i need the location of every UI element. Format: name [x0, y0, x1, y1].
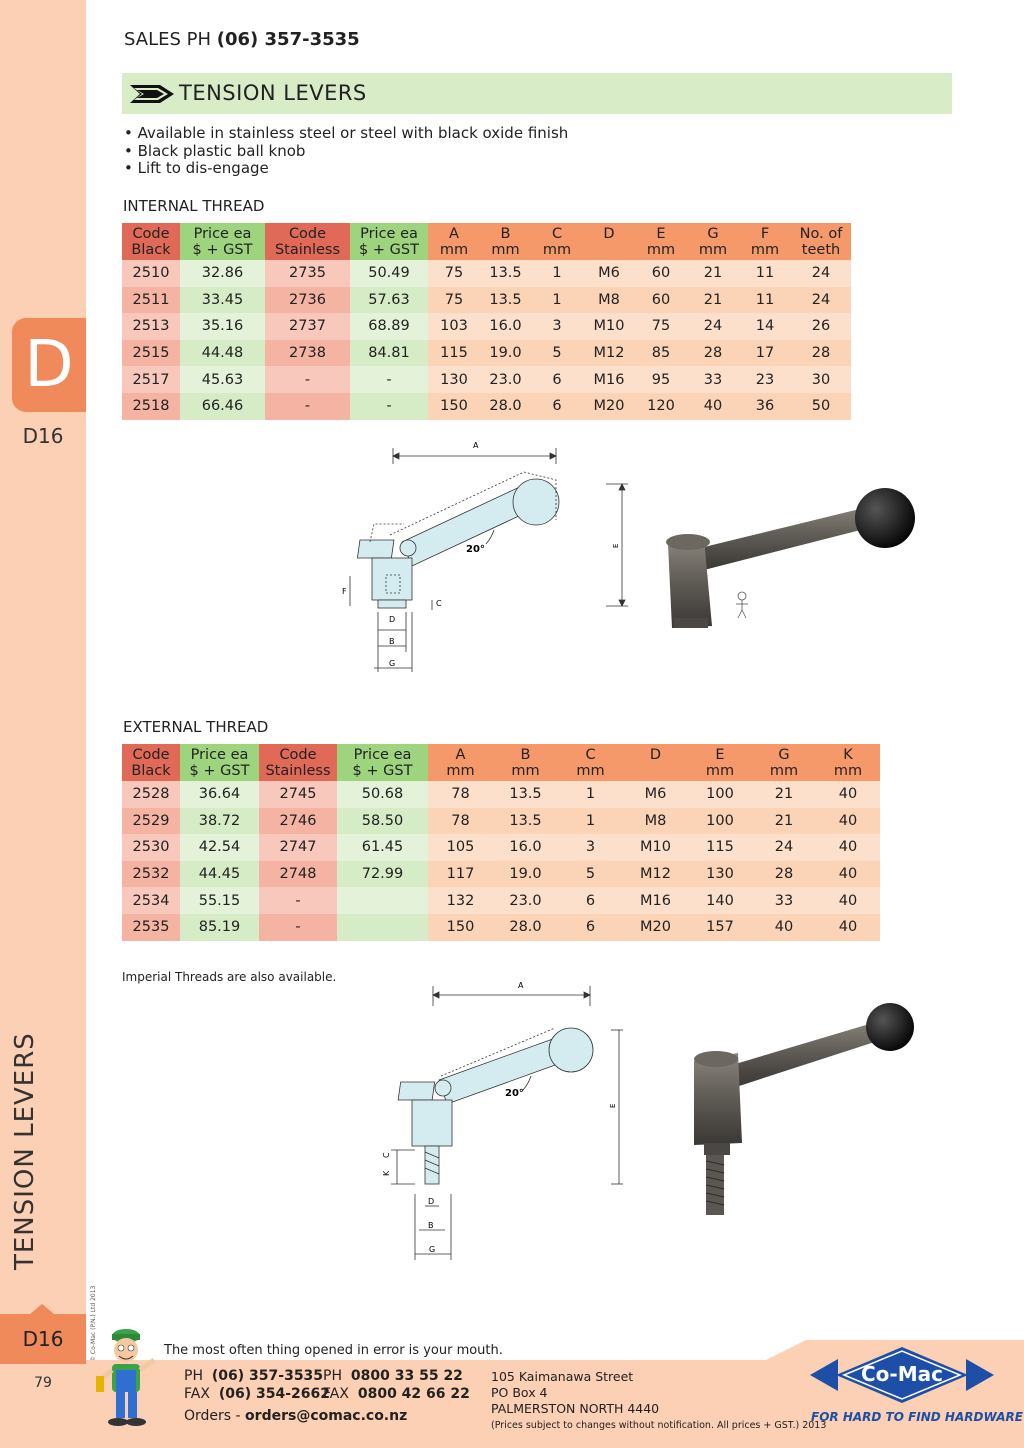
- list-item: • Available in stainless steel or steel with black oxide finish: [124, 125, 568, 143]
- table-cell: 2748: [259, 861, 337, 888]
- table-cell: 117: [428, 861, 493, 888]
- table-cell: 40: [752, 914, 816, 941]
- table-cell: 2530: [122, 834, 180, 861]
- table-cell: 1: [558, 781, 623, 808]
- fax-label: FAX: [323, 1386, 349, 1402]
- table-cell: 23: [739, 366, 791, 393]
- table-cell: 2535: [122, 914, 180, 941]
- table-cell: M10: [583, 313, 635, 340]
- table-cell: 150: [428, 393, 480, 420]
- table-row: [122, 808, 880, 835]
- table-cell: 19.0: [493, 861, 558, 888]
- table-cell: M10: [623, 834, 688, 861]
- table-cell: 2746: [259, 808, 337, 835]
- table-cell: 103: [428, 313, 480, 340]
- dimension-label: E: [612, 543, 620, 548]
- table-cell: 130: [688, 861, 752, 888]
- table-cell: 44.48: [180, 340, 265, 367]
- table-cell: M20: [583, 393, 635, 420]
- table-cell: M16: [583, 366, 635, 393]
- table-header-row: [122, 744, 880, 781]
- table-cell: 2510: [122, 260, 180, 287]
- table-cell: 13.5: [480, 260, 531, 287]
- page-code: D16: [22, 424, 64, 448]
- table-cell: 105: [428, 834, 493, 861]
- table-cell: 24: [687, 313, 739, 340]
- comac-logo: [810, 1345, 994, 1407]
- table-cell: M6: [623, 781, 688, 808]
- freephone-line: [323, 1368, 463, 1384]
- table-cell: 75: [428, 287, 480, 314]
- page-title: TENSION LEVERS: [179, 81, 367, 105]
- freefax-line: [323, 1386, 470, 1402]
- table-cell: 78: [428, 781, 493, 808]
- table-cell: 32.86: [180, 260, 265, 287]
- table-cell: 2737: [265, 313, 350, 340]
- column-header: Code Black: [122, 223, 180, 260]
- freephone-number: 0800 33 55 22: [350, 1368, 463, 1384]
- column-header: Code Stainless: [265, 223, 350, 260]
- imperial-note: Imperial Threads are also available.: [122, 970, 337, 984]
- table-cell: 120: [635, 393, 687, 420]
- table-cell: 115: [688, 834, 752, 861]
- dimension-label: D: [428, 1197, 435, 1206]
- table-cell: 42.54: [180, 834, 259, 861]
- table-cell: 130: [428, 366, 480, 393]
- table-cell: -: [265, 393, 350, 420]
- table-cell: M6: [583, 260, 635, 287]
- table-cell: M12: [583, 340, 635, 367]
- table-cell: 2532: [122, 861, 180, 888]
- table-cell: 95: [635, 366, 687, 393]
- table-cell: 2511: [122, 287, 180, 314]
- column-header: E mm: [688, 744, 752, 781]
- table-cell: 6: [558, 887, 623, 914]
- table-cell: 1: [558, 808, 623, 835]
- table-cell: 85.19: [180, 914, 259, 941]
- table-cell: 19.0: [480, 340, 531, 367]
- table-cell: 28.0: [480, 393, 531, 420]
- table-cell: 84.81: [350, 340, 428, 367]
- table-cell: 38.72: [180, 808, 259, 835]
- column-header: B mm: [480, 223, 531, 260]
- table-cell: 2736: [265, 287, 350, 314]
- feature-list: [124, 125, 568, 178]
- column-header: No. of teeth: [791, 223, 851, 260]
- table-cell: M8: [623, 808, 688, 835]
- phone-label: PH: [323, 1368, 342, 1384]
- table-cell: 24: [791, 287, 851, 314]
- angle-label: 20°: [466, 544, 485, 555]
- table-row: [122, 834, 880, 861]
- freefax-number: 0800 42 66 22: [357, 1386, 470, 1402]
- column-header: G mm: [752, 744, 816, 781]
- table-cell: 2534: [122, 887, 180, 914]
- page-code-tab: D16: [0, 1314, 86, 1364]
- table-cell: 40: [687, 393, 739, 420]
- table-cell: 5: [531, 340, 583, 367]
- table-cell: 6: [531, 393, 583, 420]
- table-cell: 57.63: [350, 287, 428, 314]
- table-cell: 40: [816, 808, 880, 835]
- table-cell: 157: [688, 914, 752, 941]
- table-row: [122, 287, 851, 314]
- fax-number: (06) 354-2662: [218, 1386, 330, 1402]
- column-header: D: [583, 223, 635, 260]
- table-cell: 72.99: [337, 861, 428, 888]
- column-header: Code Stainless: [259, 744, 337, 781]
- section-tab: D: [12, 318, 86, 412]
- table-cell: 23.0: [493, 887, 558, 914]
- table-cell: 68.89: [350, 313, 428, 340]
- dimension-label: A: [473, 441, 479, 450]
- dimension-label: F: [342, 587, 347, 596]
- column-header: Price ea $ + GST: [180, 223, 265, 260]
- orders-line: [184, 1408, 407, 1424]
- column-header: Code Black: [122, 744, 180, 781]
- table-row: [122, 781, 880, 808]
- table-cell: 66.46: [180, 393, 265, 420]
- table-cell: 17: [739, 340, 791, 367]
- address: [491, 1369, 659, 1417]
- table-cell: 21: [752, 781, 816, 808]
- table-cell: 2747: [259, 834, 337, 861]
- internal-lever-photo: [600, 478, 920, 628]
- phone-line: [184, 1368, 323, 1384]
- table-cell: 75: [428, 260, 480, 287]
- table-cell: 2735: [265, 260, 350, 287]
- table-cell: 13.5: [493, 808, 558, 835]
- table-cell: -: [350, 393, 428, 420]
- table-cell: M20: [623, 914, 688, 941]
- table-cell: 61.45: [337, 834, 428, 861]
- list-item: • Black plastic ball knob: [124, 143, 568, 161]
- table-cell: 100: [688, 808, 752, 835]
- table-cell: 2745: [259, 781, 337, 808]
- sales-phone: (06) 357-3535: [216, 29, 360, 50]
- address-line: PALMERSTON NORTH 4440: [491, 1401, 660, 1416]
- table-cell: -: [259, 887, 337, 914]
- list-item: • Lift to dis-engage: [124, 160, 568, 178]
- table-row: [122, 887, 880, 914]
- table-cell: 33: [687, 366, 739, 393]
- table-cell: 6: [558, 914, 623, 941]
- table-cell: 2515: [122, 340, 180, 367]
- table-cell: 11: [739, 287, 791, 314]
- column-header: A mm: [428, 223, 480, 260]
- dimension-label: E: [609, 1103, 617, 1108]
- table-cell: 2529: [122, 808, 180, 835]
- column-header: K mm: [816, 744, 880, 781]
- table-cell: 132: [428, 887, 493, 914]
- table-cell: 5: [558, 861, 623, 888]
- external-thread-drawing: [375, 980, 625, 1265]
- table-cell: 2738: [265, 340, 350, 367]
- table-cell: 36.64: [180, 781, 259, 808]
- table-cell: 21: [752, 808, 816, 835]
- external-thread-table: [122, 744, 880, 941]
- table-cell: 28: [687, 340, 739, 367]
- dimension-label: B: [428, 1221, 434, 1230]
- column-header: Price ea $ + GST: [350, 223, 428, 260]
- title-banner: [122, 73, 952, 114]
- table-row: [122, 393, 851, 420]
- table-cell: 115: [428, 340, 480, 367]
- price-note: (Prices subject to changes without notification. All prices + GST.) 2013: [491, 1420, 827, 1431]
- table-cell: 30: [791, 366, 851, 393]
- dimension-label: G: [389, 659, 396, 668]
- table-cell: 40: [816, 914, 880, 941]
- table-cell: 40: [816, 861, 880, 888]
- table-cell: 24: [791, 260, 851, 287]
- table-cell: 75: [635, 313, 687, 340]
- dimension-label: B: [389, 637, 395, 646]
- table-cell: 28: [791, 340, 851, 367]
- orders-label: Orders -: [184, 1408, 241, 1424]
- table-cell: M16: [623, 887, 688, 914]
- column-header: F mm: [739, 223, 791, 260]
- table-cell: 21: [687, 260, 739, 287]
- table-cell: -: [350, 366, 428, 393]
- table-cell: 1: [531, 287, 583, 314]
- dimension-label: A: [518, 981, 524, 990]
- table-cell: 50.68: [337, 781, 428, 808]
- table-cell: 44.45: [180, 861, 259, 888]
- table-cell: 14: [739, 313, 791, 340]
- table-cell: 33.45: [180, 287, 265, 314]
- internal-thread-heading: INTERNAL THREAD: [123, 197, 265, 215]
- table-cell: 2513: [122, 313, 180, 340]
- phone-number: (06) 357-3535: [211, 1368, 324, 1384]
- column-header: Price ea $ + GST: [180, 744, 259, 781]
- external-thread-heading: EXTERNAL THREAD: [123, 718, 269, 736]
- table-cell: 26: [791, 313, 851, 340]
- fax-line: [184, 1386, 330, 1402]
- table-cell: 40: [816, 887, 880, 914]
- page-number: 79: [34, 1375, 52, 1391]
- table-cell: 35.16: [180, 313, 265, 340]
- table-cell: 13.5: [493, 781, 558, 808]
- table-cell: 150: [428, 914, 493, 941]
- table-cell: 50: [791, 393, 851, 420]
- table-cell: 2518: [122, 393, 180, 420]
- table-cell: 13.5: [480, 287, 531, 314]
- table-cell: [337, 887, 428, 914]
- logo-text: Co-Mac: [861, 1362, 943, 1386]
- fax-label: FAX: [184, 1386, 210, 1402]
- table-cell: 36: [739, 393, 791, 420]
- table-cell: 33: [752, 887, 816, 914]
- mascot-illustration: [92, 1326, 162, 1428]
- table-cell: 28: [752, 861, 816, 888]
- table-cell: 40: [816, 834, 880, 861]
- table-cell: M12: [623, 861, 688, 888]
- table-cell: 2517: [122, 366, 180, 393]
- address-line: PO Box 4: [491, 1385, 548, 1400]
- table-cell: 11: [739, 260, 791, 287]
- table-cell: 23.0: [480, 366, 531, 393]
- table-cell: M8: [583, 287, 635, 314]
- table-cell: 2528: [122, 781, 180, 808]
- column-header: D: [623, 744, 688, 781]
- table-cell: 55.15: [180, 887, 259, 914]
- table-cell: 45.63: [180, 366, 265, 393]
- table-row: [122, 260, 851, 287]
- table-cell: 50.49: [350, 260, 428, 287]
- table-cell: 85: [635, 340, 687, 367]
- table-cell: 1: [531, 260, 583, 287]
- column-header: A mm: [428, 744, 493, 781]
- table-cell: 78: [428, 808, 493, 835]
- column-header: G mm: [687, 223, 739, 260]
- vertical-section-title: TENSION LEVERS: [10, 1032, 40, 1270]
- phone-label: PH: [184, 1368, 203, 1384]
- table-cell: 16.0: [480, 313, 531, 340]
- internal-thread-drawing: [336, 440, 566, 680]
- table-cell: 3: [558, 834, 623, 861]
- table-cell: 140: [688, 887, 752, 914]
- tagline: FOR HARD TO FIND HARDWARE: [811, 1410, 1023, 1424]
- column-header: C mm: [558, 744, 623, 781]
- table-row: [122, 313, 851, 340]
- copyright: © Co-Mac (P.N.) Ltd 2013: [90, 1285, 97, 1362]
- table-row: [122, 340, 851, 367]
- external-lever-photo: [680, 995, 920, 1220]
- dimension-label: K: [382, 1170, 391, 1176]
- dimension-label: D: [389, 615, 396, 624]
- column-header: B mm: [493, 744, 558, 781]
- table-cell: 6: [531, 366, 583, 393]
- column-header: C mm: [531, 223, 583, 260]
- table-cell: 58.50: [337, 808, 428, 835]
- table-cell: [337, 914, 428, 941]
- internal-thread-table: [122, 223, 851, 420]
- dimension-label: C: [436, 599, 442, 608]
- table-row: [122, 861, 880, 888]
- table-row: [122, 914, 880, 941]
- orders-email-link[interactable]: orders@comac.co.nz: [245, 1408, 408, 1424]
- table-cell: 16.0: [493, 834, 558, 861]
- table-cell: 60: [635, 260, 687, 287]
- table-cell: 24: [752, 834, 816, 861]
- table-row: [122, 366, 851, 393]
- sales-phone-line: [124, 29, 360, 50]
- address-line: 105 Kaimanawa Street: [491, 1369, 634, 1384]
- footer-quote: The most often thing opened in error is your mouth.: [164, 1343, 503, 1358]
- table-cell: 28.0: [493, 914, 558, 941]
- table-cell: -: [259, 914, 337, 941]
- table-cell: 60: [635, 287, 687, 314]
- column-header: E mm: [635, 223, 687, 260]
- arrow-icon: [130, 85, 174, 103]
- column-header: Price ea $ + GST: [337, 744, 428, 781]
- dimension-label: G: [429, 1245, 436, 1254]
- sales-label: SALES PH: [124, 29, 212, 50]
- table-cell: 40: [816, 781, 880, 808]
- table-header-row: [122, 223, 851, 260]
- table-cell: 21: [687, 287, 739, 314]
- table-cell: -: [265, 366, 350, 393]
- table-cell: 3: [531, 313, 583, 340]
- angle-label: 20°: [505, 1088, 524, 1099]
- dimension-label: C: [382, 1152, 391, 1158]
- table-cell: 100: [688, 781, 752, 808]
